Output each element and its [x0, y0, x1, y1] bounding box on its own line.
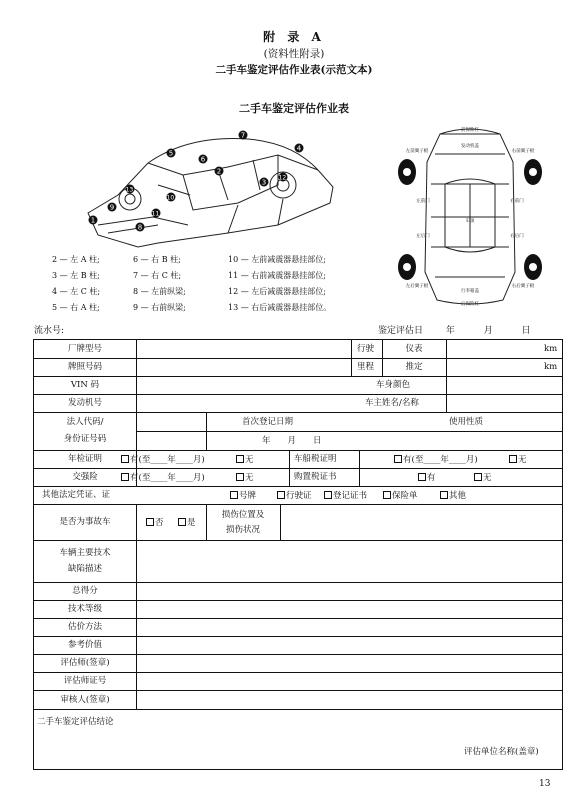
checkbox-icon	[509, 455, 517, 463]
car-body-diagram	[78, 125, 340, 250]
marker-7: 7	[240, 131, 246, 140]
label-mileage-2: 里程	[357, 362, 375, 372]
label-engine-number: 发动机号	[67, 398, 102, 408]
label-estimate: 推定	[405, 362, 423, 372]
label-owner-name: 车主姓名/名称	[365, 398, 419, 408]
checkbox-icon	[121, 473, 129, 481]
label-plate-number: 牌照号码	[67, 362, 102, 372]
label-mileage-1: 行驶	[357, 344, 375, 354]
engine-number-field[interactable]	[137, 395, 363, 411]
appraiser-signature-field[interactable]	[137, 655, 561, 671]
unit-km-odometer: km	[544, 344, 558, 354]
annual-inspection-none[interactable]: 无	[236, 455, 254, 465]
eval-date-year: 年	[445, 326, 455, 336]
checkbox-icon	[230, 491, 238, 499]
accident-no[interactable]: 否	[146, 518, 164, 528]
vessel-tax-have[interactable]: 有(至____年____月)	[394, 455, 478, 465]
appraiser-certificate-field[interactable]	[137, 673, 561, 689]
label-right-front-door: 右前门	[510, 199, 524, 204]
body-color-field[interactable]	[447, 377, 561, 393]
label-left-front-fender: 左前翼子板	[405, 149, 429, 154]
label-vin: VIN 码	[70, 380, 100, 390]
conclusion-field[interactable]	[35, 732, 455, 768]
checkbox-icon	[394, 455, 402, 463]
label-first-registration: 首次登记日期	[242, 417, 294, 427]
legend-col-3: 10 — 左前减震器悬挂部位; 11 — 右前减震器悬挂部位; 12 — 左后减震器悬挂部位; 13 — 右后减震器悬挂部位。	[228, 255, 332, 312]
accident-yes[interactable]: 是	[178, 518, 196, 528]
other-doc-registration[interactable]: 登记证书	[324, 491, 367, 501]
checkbox-icon	[440, 491, 448, 499]
marker-6: 6	[200, 155, 206, 164]
other-doc-insurance[interactable]: 保险单	[383, 491, 418, 501]
odometer-field[interactable]	[447, 341, 543, 357]
checkbox-icon	[236, 455, 244, 463]
brand-model-field[interactable]	[137, 341, 351, 357]
other-doc-driving-license[interactable]: 行驶证	[277, 491, 312, 501]
checkbox-icon	[178, 518, 186, 526]
label-vessel-tax: 车船税证明	[294, 454, 337, 464]
marker-11: 11	[151, 210, 160, 218]
label-left-rear-door: 左后门	[416, 234, 430, 239]
label-rear-bumper: 后保险杠	[461, 302, 479, 307]
evaluation-form-table	[33, 339, 563, 770]
defects-description-field[interactable]	[137, 541, 561, 581]
label-right-rear-door: 右后门	[510, 234, 524, 239]
evaluation-date	[378, 323, 531, 336]
label-defects-1: 车辆主要技术	[59, 548, 111, 558]
label-body-color: 车身颜色	[376, 380, 411, 390]
label-front-bumper: 前保险杠	[461, 128, 479, 133]
annual-inspection-have[interactable]: 有(至____年____月)	[121, 455, 205, 465]
label-damage-2: 损伤状况	[225, 525, 260, 535]
car-top-view-diagram	[395, 122, 545, 307]
eval-date-month: 月	[483, 326, 493, 336]
reference-value-field[interactable]	[137, 637, 561, 653]
checkbox-icon	[383, 491, 391, 499]
label-valuation-method: 估价方法	[67, 622, 102, 632]
unit-km-estimate: km	[544, 362, 558, 372]
tech-grade-field[interactable]	[137, 601, 561, 617]
other-doc-plate[interactable]: 号牌	[230, 491, 256, 501]
reviewer-signature-field[interactable]	[137, 691, 561, 708]
marker-2: 2	[216, 167, 222, 176]
marker-9: 9	[109, 203, 115, 212]
label-purchase-tax: 购置税证书	[294, 472, 337, 482]
marker-8: 8	[137, 223, 143, 232]
label-conclusion: 二手车鉴定评估结论	[37, 717, 114, 727]
marker-13: 13	[125, 186, 134, 194]
plate-number-field[interactable]	[137, 359, 351, 375]
page-number: 13	[539, 779, 551, 789]
label-compulsory-insurance: 交强险	[72, 472, 98, 482]
label-legal-code-2: 身份证号码	[63, 434, 107, 444]
appendix-heading: 附 录 A	[263, 30, 325, 44]
estimated-mileage-field[interactable]	[447, 359, 543, 375]
label-damage-1: 损伤位置及	[221, 510, 265, 520]
label-tech-grade: 技术等级	[67, 604, 102, 614]
label-accident-vehicle: 是否为事故车	[59, 517, 111, 527]
checkbox-icon	[474, 473, 482, 481]
label-annual-inspection: 年检证明	[67, 454, 102, 464]
label-defects-2: 缺陷描述	[67, 564, 102, 574]
label-trunk-lid: 行李箱盖	[461, 289, 479, 294]
marker-4: 4	[296, 144, 302, 153]
checkbox-icon	[236, 473, 244, 481]
label-appraiser-signature: 评估师(签章)	[60, 658, 110, 668]
damage-description-field[interactable]	[281, 505, 561, 539]
label-legal-code-1: 法人代码/	[66, 417, 104, 427]
insurance-none[interactable]: 无	[236, 473, 254, 483]
label-hood: 发动机盖	[461, 144, 479, 149]
appendix-note: (资料性附录)	[263, 48, 325, 60]
purchase-tax-have[interactable]: 有	[418, 473, 436, 483]
marker-1: 1	[90, 216, 96, 225]
label-right-front-fender: 右前翼子板	[511, 149, 535, 154]
owner-name-field[interactable]	[447, 395, 561, 411]
marker-5: 5	[168, 149, 174, 158]
checkbox-icon	[418, 473, 426, 481]
label-reference-value: 参考价值	[67, 640, 102, 650]
form-title: 二手车鉴定评估作业表	[239, 102, 349, 115]
label-roof: 车顶	[465, 219, 475, 224]
checkbox-icon	[277, 491, 285, 499]
label-appraiser-certificate: 评估师证号	[63, 676, 107, 686]
checkbox-icon	[121, 455, 129, 463]
first-registration-date[interactable]: 年 月 日	[262, 436, 322, 446]
checkbox-icon	[146, 518, 154, 526]
document-subtitle: 二手车鉴定评估作业表(示范文本)	[215, 64, 373, 76]
label-other-documents: 其他法定凭证、证	[42, 490, 111, 500]
marker-10: 10	[166, 194, 175, 202]
purchase-tax-none[interactable]: 无	[474, 473, 492, 483]
total-score-field[interactable]	[137, 583, 561, 599]
legend-col-2: 6 — 右 B 柱; 7 — 右 C 柱; 8 — 左前纵梁; 9 — 右前纵梁;	[133, 255, 186, 312]
label-right-rear-fender: 右后翼子板	[511, 284, 535, 289]
vessel-tax-none[interactable]: 无	[509, 455, 527, 465]
insurance-have[interactable]: 有(至____年____月)	[121, 473, 205, 483]
marker-3: 3	[261, 178, 267, 187]
vin-field[interactable]	[137, 377, 373, 393]
eval-date-day: 日	[521, 326, 531, 336]
label-use-nature: 使用性质	[449, 417, 484, 427]
legend-col-1: 2 — 左 A 柱; 3 — 左 B 柱; 4 — 左 C 柱; 5 — 右 A 柱;	[52, 255, 101, 312]
label-brand-model: 厂牌型号	[67, 344, 102, 354]
label-reviewer-signature: 审核人(签章)	[60, 695, 110, 705]
valuation-method-field[interactable]	[137, 619, 561, 635]
other-doc-other[interactable]: 其他	[440, 491, 466, 501]
label-odometer: 仪表	[405, 344, 423, 354]
marker-12: 12	[278, 174, 287, 182]
serial-number-label: 流水号:	[34, 326, 65, 336]
label-evaluation-unit: 评估单位名称(盖章)	[464, 747, 539, 757]
legal-code-field[interactable]	[137, 413, 205, 449]
label-total-score: 总得分	[72, 586, 98, 596]
label-left-rear-fender: 左后翼子板	[405, 284, 429, 289]
label-left-front-door: 左前门	[416, 199, 430, 204]
eval-date-label: 鉴定评估日	[378, 326, 424, 336]
checkbox-icon	[324, 491, 332, 499]
